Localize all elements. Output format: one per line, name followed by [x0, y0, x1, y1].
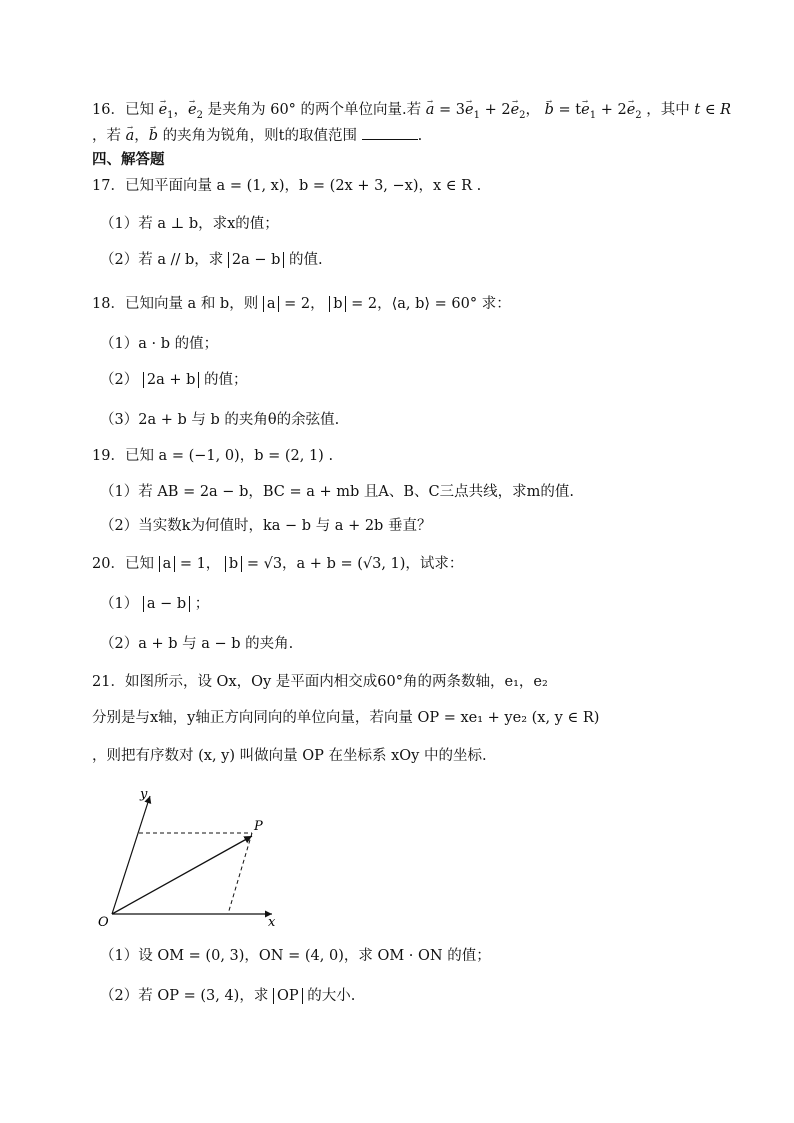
q20-part2: （2）a + b 与 a − b 的夹角. — [100, 636, 294, 652]
q17-stem: 17．已知平面向量 a = (1, x)，b = (2x + 3, −x)，x ∈ R . — [92, 178, 482, 194]
q19-part1: （1）若 AB = 2a − b，BC = a + mb 且A、B、C三点共线，求m的值. — [100, 484, 574, 500]
q21-part1: （1）设 OM = (0, 3)，ON = (4, 0)，求 OM · ON 的值； — [100, 948, 491, 964]
q21-line1: 21．如图所示，设 Ox，Oy 是平面内相交成60°角的两条数轴，e₁，e₂ — [92, 674, 548, 690]
q19-part2: （2）当实数k为何值时，ka − b 与 a + 2b 垂直？ — [100, 518, 432, 534]
q16-line1: 16．已知 → $e_1$，→ $e_2$ 是夹角为 60° 的两个单位向量.若 → $a = 3\to e_1 + 2\to e_2$， → $b = t\to e_1 + 2\to e_2$ ，其中 t ∈ R — [92, 100, 731, 126]
q21-line3: ，则把有序数对 (x, y) 叫做向量 OP 在坐标系 xOy 中的坐标. — [92, 748, 487, 764]
label-y: y — [140, 787, 148, 802]
label-o: O — [98, 915, 109, 930]
q18-part2: （2） 2a + b 的值； — [100, 372, 248, 388]
section-heading: 四、解答题 — [92, 152, 165, 168]
oblique-coordinate-figure — [92, 780, 292, 930]
q21-line2: 分别是与x轴，y轴正方向同向的单位向量，若向量 OP = xe₁ + ye₂ (x, y ∈ R) — [92, 710, 600, 726]
label-p: P — [254, 819, 263, 834]
q17-part2: （2）若 a // b，求 2a − b 的值. — [100, 252, 323, 268]
q18-stem: 18．已知向量 a 和 b，则 a = 2， b = 2，⟨a, b⟩ = 60° 求： — [92, 296, 511, 312]
q19-stem: 19．已知 a = (−1, 0)，b = (2, 1) . — [92, 448, 334, 464]
q17-part1: （1）若 a ⊥ b，求x的值； — [100, 216, 279, 232]
q20-part1: （1） a − b ； — [100, 596, 210, 612]
label-x: x — [268, 915, 276, 930]
answer-blank — [362, 127, 418, 140]
dashed-line-slant — [228, 833, 252, 914]
q21-part2: （2）若 OP = (3, 4)，求 OP 的大小. — [100, 988, 356, 1004]
q18-part3: （3）2a + b 与 b 的夹角θ的余弦值. — [100, 412, 340, 428]
q16-line2: ，若 → a，→ b 的夹角为锐角，则t的取值范围 . — [92, 126, 422, 146]
q18-part1: （1）a · b 的值； — [100, 336, 219, 352]
q20-stem: 20．已知 a = 1， b = √3，a + b = (√3, 1)，试求： — [92, 556, 464, 572]
